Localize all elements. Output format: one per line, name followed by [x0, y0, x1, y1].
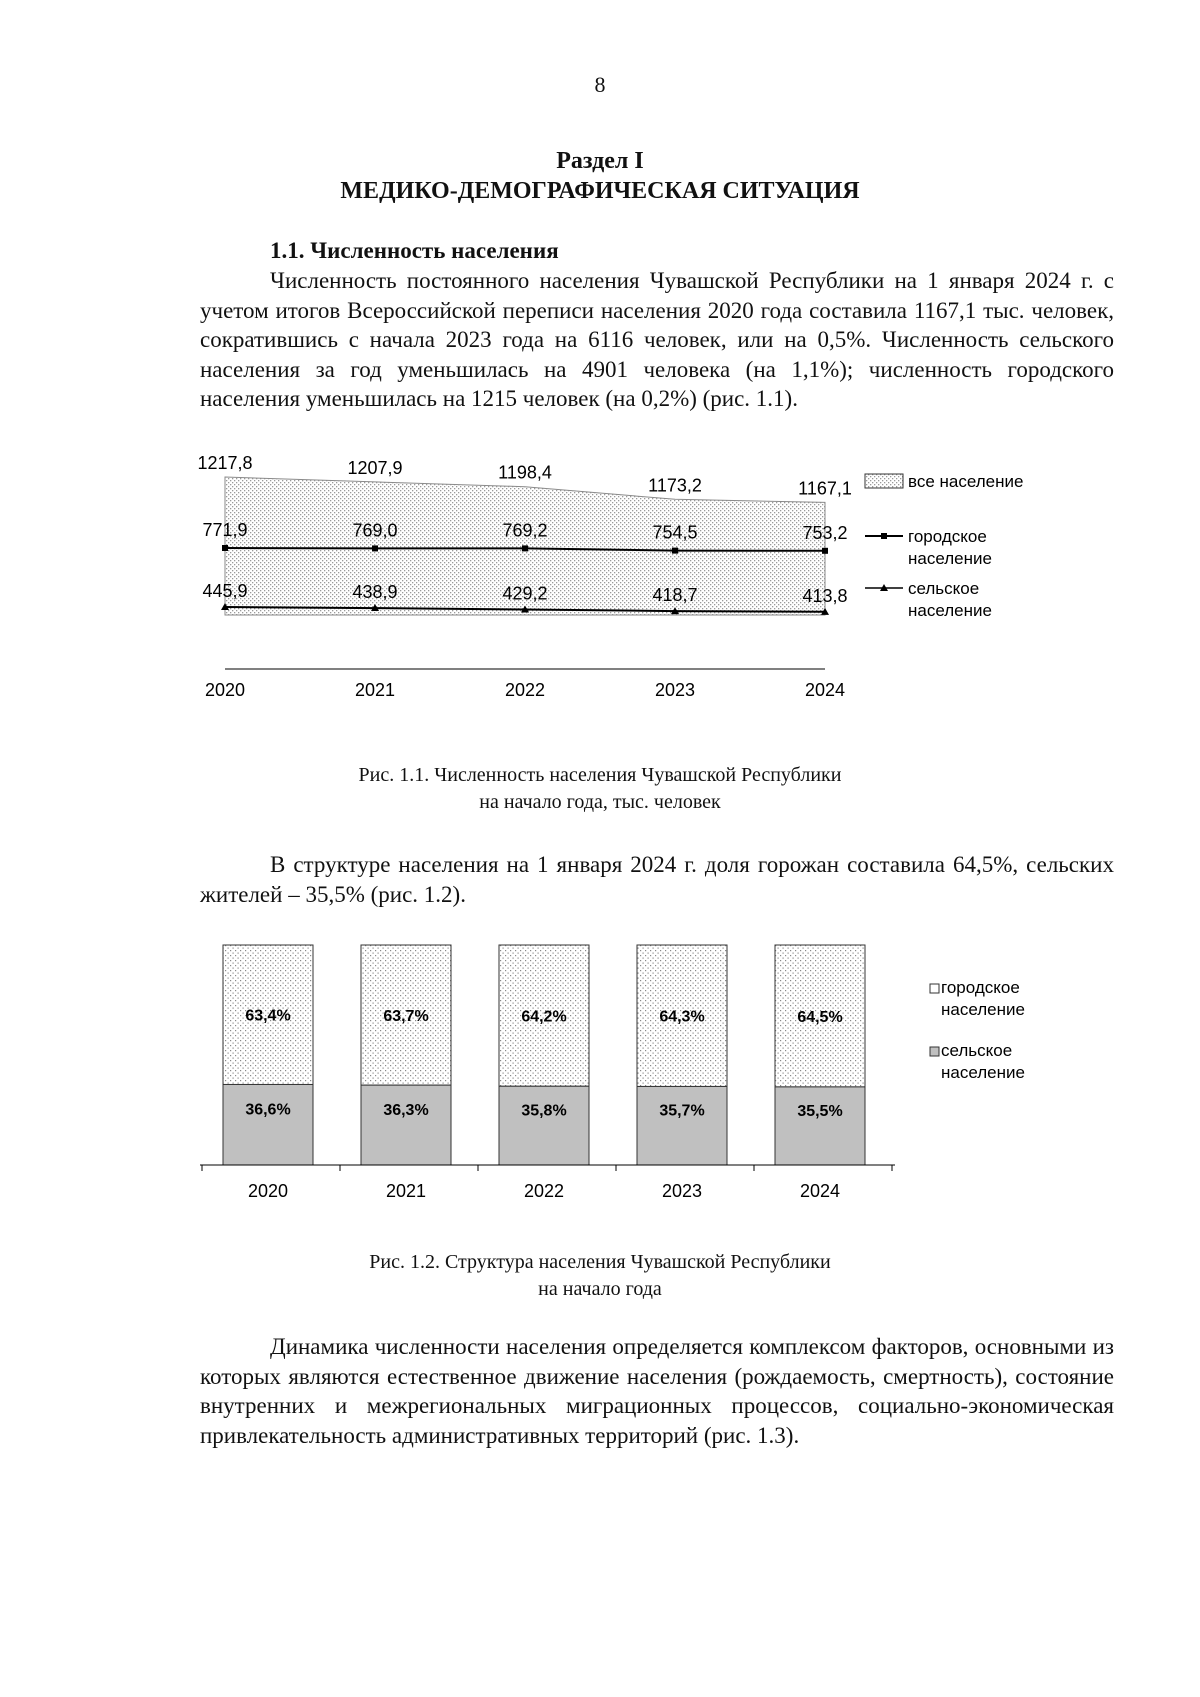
x-axis-label: 2022 — [504, 680, 546, 700]
x-axis-label: 2023 — [661, 1181, 703, 1201]
bar-urban-label: 64,5% — [797, 1009, 843, 1026]
urban-marker — [222, 545, 228, 551]
bar-rural — [499, 1086, 589, 1165]
x-axis-label: 2021 — [354, 680, 396, 700]
x-axis-label: 2020 — [204, 680, 246, 700]
bar-rural-label: 35,8% — [521, 1102, 567, 1120]
bar-urban-label: 64,2% — [521, 1008, 567, 1026]
bar-urban-label: 64,3% — [659, 1008, 705, 1026]
rural-value-label: 429,2 — [502, 583, 548, 604]
urban-value-label: 771,9 — [202, 520, 248, 540]
legend-swatch-total — [865, 474, 903, 488]
legend-swatch-urban-2 — [930, 984, 939, 993]
rural-value-label: 438,9 — [352, 582, 398, 603]
total-value-label: 1167,1 — [798, 478, 852, 499]
legend2-urban-line1: городское — [941, 978, 1020, 997]
paragraph-dynamics: Динамика численности населения определяется комплексом факторов, основными из которых являются естественное движение населения (рождаемость, смертность), состояние внутренних и межрегиональных миграционных процессов, социально-экономическая привлекательность административных территорий (рис. 1.3). — [200, 1334, 1114, 1448]
total-value-label: 1198,4 — [498, 462, 552, 483]
legend-urban-line2: население — [908, 549, 992, 568]
urban-marker — [822, 548, 828, 554]
x-axis-label: 2020 — [247, 1181, 289, 1201]
bar-rural — [775, 1087, 865, 1165]
bar-rural-label: 36,3% — [383, 1102, 429, 1120]
figure-1-caption — [0, 762, 1200, 816]
population-chart — [197, 453, 1160, 720]
section-title-line1: Раздел I — [556, 148, 644, 174]
rural-value-label: 418,7 — [652, 585, 698, 606]
x-axis-label: 2022 — [523, 1181, 565, 1201]
x-axis-label: 2023 — [654, 680, 696, 700]
figure-1-caption-line2: на начало года, тыс. человек — [479, 791, 721, 813]
legend-rural-line1: сельское — [908, 579, 980, 598]
legend-total-label: все население — [908, 472, 1024, 491]
structure-chart — [200, 930, 1100, 1210]
urban-value-label: 754,5 — [652, 522, 698, 543]
urban-marker — [522, 545, 528, 551]
figure-2-caption-line2: на начало года — [538, 1278, 662, 1300]
legend-urban-line1: городское — [908, 527, 987, 546]
bar-rural — [223, 1084, 313, 1165]
urban-value-label: 753,2 — [802, 522, 848, 543]
subsection-title: 1.1. Численность населения — [270, 238, 559, 263]
urban-marker — [372, 545, 378, 551]
legend-rural-line2: население — [908, 601, 992, 620]
urban-value-label: 769,2 — [502, 520, 548, 541]
total-value-label: 1207,9 — [347, 457, 403, 478]
rural-value-label: 413,8 — [802, 585, 848, 606]
x-axis-label: 2024 — [799, 1181, 841, 1201]
legend2-rural-line1: сельское — [941, 1041, 1013, 1060]
bar-rural-label: 36,6% — [245, 1101, 291, 1119]
bar-rural-label: 35,5% — [797, 1102, 843, 1120]
bar-urban-label: 63,7% — [383, 1008, 429, 1026]
page-number: 8 — [594, 72, 606, 97]
bar-urban-label: 63,4% — [245, 1007, 291, 1025]
figure-2-caption — [0, 1249, 1200, 1303]
total-value-label: 1217,8 — [197, 453, 253, 473]
x-axis-label: 2021 — [385, 1181, 427, 1201]
total-value-label: 1173,2 — [648, 475, 702, 496]
x-axis-label: 2024 — [804, 680, 846, 700]
section-title — [0, 146, 1200, 206]
legend-swatch-rural-2 — [930, 1047, 939, 1056]
paragraph-population: Численность постоянного населения Чувашской Республики на 1 января 2024 г. с учетом итогов Всероссийской переписи населения 2020 года составила 1167,1 тыс. человек, сократившись с начала 2023 года на 6116 человек, или на 0,5%. Численность сельского населения за год уменьшилась на 4901 человека (на 1,1%); численность городского населения уменьшилась на 1215 человек (на 0,2%) (рис. 1.1). — [200, 268, 1114, 412]
section-title-line2: МЕДИКО-ДЕМОГРАФИЧЕСКАЯ СИТУАЦИЯ — [340, 178, 860, 204]
urban-value-label: 769,0 — [352, 520, 398, 541]
figure-2-caption-line1: Рис. 1.2. Структура населения Чувашской Республики — [369, 1251, 831, 1273]
bar-rural — [361, 1085, 451, 1165]
legend2-rural-line2: население — [941, 1063, 1025, 1082]
urban-marker — [672, 548, 678, 554]
paragraph-structure: В структуре населения на 1 января 2024 г. доля горожан составила 64,5%, сельских жителей – 35,5% (рис. 1.2). — [200, 852, 1114, 907]
rural-value-label: 445,9 — [202, 581, 248, 601]
legend-marker-urban — [881, 533, 887, 539]
bar-rural-label: 35,7% — [659, 1102, 705, 1120]
figure-1-caption-line1: Рис. 1.1. Численность населения Чувашской Республики — [358, 764, 842, 786]
bar-rural — [637, 1086, 727, 1165]
legend2-urban-line2: население — [941, 1000, 1025, 1019]
